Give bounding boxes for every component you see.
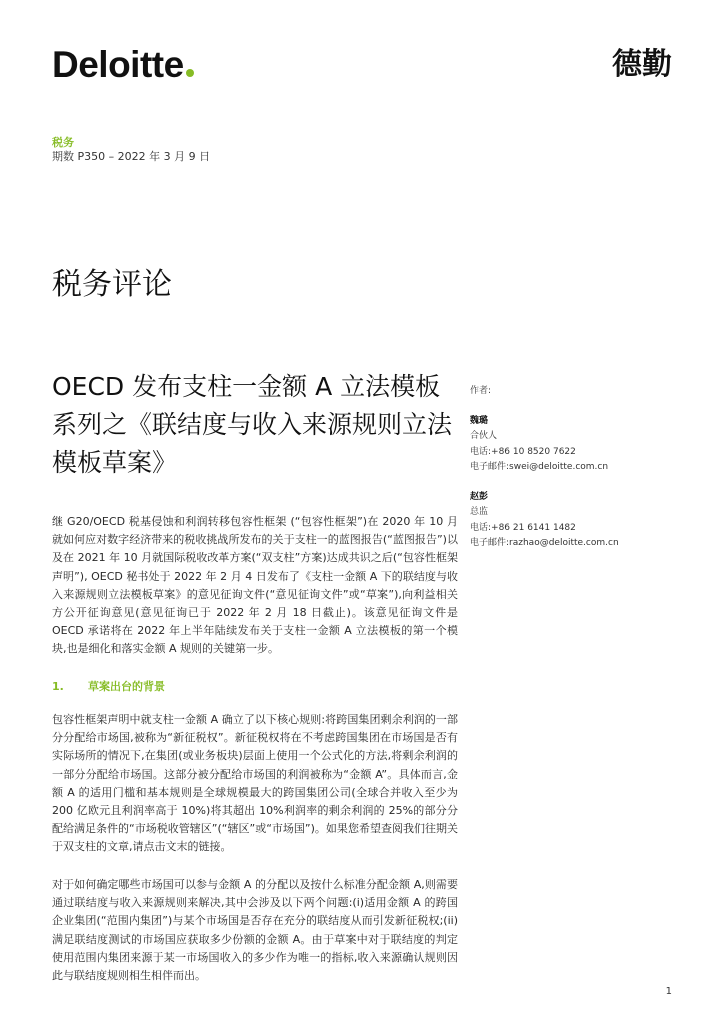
deloitte-logo (52, 46, 194, 83)
logo-chinese: 德勤 (612, 47, 672, 82)
author-name: 魏璐 (470, 415, 489, 426)
logo-text: Deloitte (52, 44, 184, 85)
body-paragraph: 对于如何确定哪些市场国可以参与金额 A 的分配以及按什么标准分配金额 A,则需要通过联结度与收入来源规则来解决,其中会涉及以下两个问题:(i)适用金额 A 的跨国企业集团(“范围内集团”)与某个市场国是否存在充分的联结度从而引发新征税权;(ii)满足联结度测试的市场国应获取多少份额的金额 A。由于草案中对于联结度的判定使用范围内集团来源于某一市场国收入的多少作为唯一的指标,收入来源确认规则因此与联结度规则相生相伴而出。 (52, 878, 458, 983)
author-card (470, 414, 710, 476)
section-number: 1. (52, 680, 64, 693)
author-title: 合伙人 (470, 431, 498, 441)
article-headline: OECD 发布支柱一金额 A 立法模板系列之《联结度与收入来源规则立法模板草案》 (52, 372, 453, 477)
author-phone: 电话:+86 10 8520 7622 (470, 446, 576, 457)
logo-dot-icon (186, 69, 194, 77)
author-email[interactable]: 电子邮件:razhao@deloitte.com.cn (470, 538, 619, 548)
page-number: 1 (665, 986, 672, 997)
document-title: 税务评论 (52, 267, 172, 302)
intro-paragraph: 继 G20/OECD 税基侵蚀和利润转移包容性框架 (“包容性框架”)在 2020 年 10 月就如何应对数字经济带来的税收挑战所发布的关于支柱一的蓝图报告(“蓝图报告”)以及在 2021 年 10 月就国际税收改革方案(“双支柱”方案)达成共识之后(“包容性框架声明”), OECD 秘书处于 2022 年 2 月 4 日发布了《支柱一金额 A 下的联结度与收入来源规则立法模板草案》的意见征询文件(“意见征询文件”或“草案”),向利益相关方公开征询意见(意见征询已于 2022 年 2 月 18 日截止)。该意见征询文件是 OECD 承诺将在 2022 年上半年陆续发布关于支柱一金额 A 立法模板的第一个模块,也是细化和落实金额 A 规则的关键第一步。 (52, 515, 458, 656)
section-title: 草案出台的背景 (88, 680, 165, 693)
author-card (470, 490, 710, 552)
category-label: 税务 (52, 136, 74, 149)
author-email[interactable]: 电子邮件:swei@deloitte.com.cn (470, 462, 609, 472)
issue-date: 期数 P350 – 2022 年 3 月 9 日 (52, 150, 211, 163)
authors-label: 作者: (470, 386, 492, 396)
author-name: 赵彭 (470, 491, 489, 502)
author-title: 总监 (470, 507, 489, 517)
section-heading (52, 678, 165, 694)
body-paragraph: 包容性框架声明中就支柱一金额 A 确立了以下核心规则:将跨国集团剩余利润的一部分分配给市场国,被称为“新征税权”。新征税权将在不考虑跨国集团在市场国是否有实际场所的情况下,在集团(或业务板块)层面上使用一个公式化的方法,将剩余利润的一部分分配给市场国。这部分被分配给市场国的利润被称为“金额 A”。具体而言,金额 A 的适用门槛和基本规则是全球规模最大的跨国集团公司(全球合并收入至少为 200 亿欧元且利润率高于 10%)将其超出 10%利润率的剩余利润的 25%的部分分配给满足条件的“市场税收管辖区”(“辖区”或“市场国”)。如果您希望查阅我们往期关于双支柱的文章,请点击文末的链接。 (52, 713, 458, 854)
author-phone: 电话:+86 21 6141 1482 (470, 522, 576, 533)
authors-panel (470, 384, 710, 552)
